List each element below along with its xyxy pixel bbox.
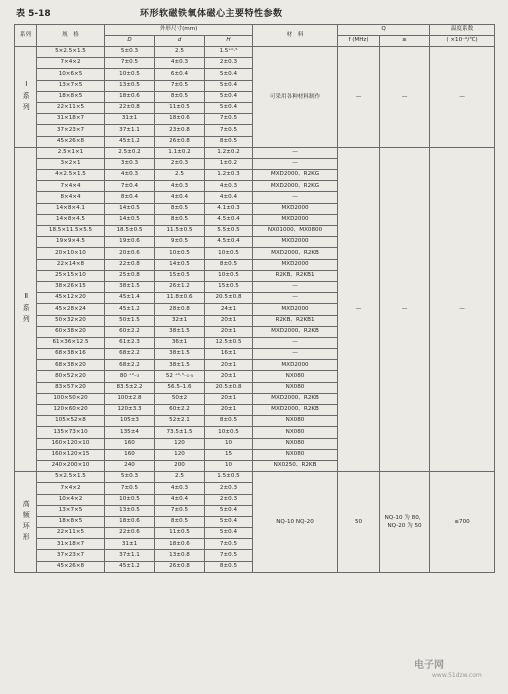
D-cell: 13±0.5 <box>105 505 155 516</box>
d-cell: 28±0.8 <box>155 304 205 315</box>
H-cell: 20.5±0.8 <box>205 382 253 393</box>
d-cell: 52 ⁺⁰·⁵₋₁·₅ <box>155 371 205 382</box>
H-cell: 8±0.5 <box>205 259 253 270</box>
D-cell: 13±0.5 <box>105 80 155 91</box>
H-cell: 2±0.3 <box>205 483 253 494</box>
series-label: Ⅰ系列 <box>15 47 37 148</box>
D-cell: 7±0.5 <box>105 58 155 69</box>
d-cell: 7±0.5 <box>155 80 205 91</box>
D-cell: 19±0.6 <box>105 237 155 248</box>
material-cell: MXD2000 <box>253 360 338 371</box>
spec-cell: 13×7×5 <box>37 505 105 516</box>
material-cell: — <box>253 147 338 158</box>
H-cell: 8±0.5 <box>205 561 253 572</box>
H-cell: 4.5±0.4 <box>205 214 253 225</box>
D-cell: 14±0.5 <box>105 214 155 225</box>
spec-cell: 13×7×5 <box>37 80 105 91</box>
material-cell: — <box>253 337 338 348</box>
spec-cell: 45×28×24 <box>37 304 105 315</box>
H-cell: 10±0.5 <box>205 270 253 281</box>
spec-cell: 240×200×10 <box>37 460 105 471</box>
spec-cell: 7×4×2 <box>37 58 105 69</box>
H-cell: 5.5±0.5 <box>205 226 253 237</box>
material-cell: — <box>253 192 338 203</box>
d-cell: 26±0.8 <box>155 561 205 572</box>
D-cell: 10±0.5 <box>105 69 155 80</box>
d-cell: 8±0.5 <box>155 516 205 527</box>
q-cell: NQ-10 为 80，NQ-20 为 50 <box>380 472 430 573</box>
D-cell: 160 <box>105 438 155 449</box>
spec-cell: 18×8×5 <box>37 516 105 527</box>
d-cell: 8±0.5 <box>155 203 205 214</box>
spec-cell: 5×2.5×1.5 <box>37 472 105 483</box>
col-material: 材 料 <box>253 25 338 47</box>
table-caption <box>0 0 508 22</box>
spec-cell: 25×15×10 <box>37 270 105 281</box>
spec-cell: 68×38×20 <box>37 360 105 371</box>
d-cell: 4±0.3 <box>155 181 205 192</box>
H-cell: 8±0.5 <box>205 416 253 427</box>
d-cell: 4±0.4 <box>155 192 205 203</box>
D-cell: 68±2.2 <box>105 360 155 371</box>
D-cell: 8±0.4 <box>105 192 155 203</box>
H-cell: 10±0.5 <box>205 248 253 259</box>
H-cell: 20.5±0.8 <box>205 293 253 304</box>
H-cell: 5±0.4 <box>205 69 253 80</box>
d-cell: 38±1.5 <box>155 349 205 360</box>
material-cell: NX080 <box>253 382 338 393</box>
q-cell: — <box>380 147 430 471</box>
D-cell: 25±0.8 <box>105 270 155 281</box>
D-cell: 120±3.3 <box>105 405 155 416</box>
spec-cell: 8×4×4 <box>37 192 105 203</box>
spec-cell: 7×4×2 <box>37 483 105 494</box>
D-cell: 14±0.5 <box>105 203 155 214</box>
H-cell: 10 <box>205 460 253 471</box>
table-row <box>15 472 495 483</box>
H-cell: 20±1 <box>205 393 253 404</box>
d-cell: 38±1.5 <box>155 326 205 337</box>
material-cell: — <box>253 293 338 304</box>
spec-cell: 10×4×2 <box>37 494 105 505</box>
d-cell: 32±1 <box>155 315 205 326</box>
d-cell: 26±1.2 <box>155 281 205 292</box>
spec-cell: 37×23×7 <box>37 125 105 136</box>
H-cell: 16±1 <box>205 349 253 360</box>
col-ge: ≥ <box>380 36 430 47</box>
D-cell: 7±0.5 <box>105 483 155 494</box>
material-cell: MXD2000 <box>253 259 338 270</box>
H-cell: 1.2±0.3 <box>205 170 253 181</box>
d-cell: 60±2.2 <box>155 405 205 416</box>
d-cell: 10±0.5 <box>155 248 205 259</box>
spec-cell: 31×18×7 <box>37 114 105 125</box>
spec-table <box>14 24 495 573</box>
d-cell: 11±0.5 <box>155 102 205 113</box>
H-cell: 1.5⁺⁰·⁵ <box>205 47 253 58</box>
D-cell: 5±0.3 <box>105 47 155 58</box>
material-cell: R2KB、R2KB1 <box>253 270 338 281</box>
spec-cell: 37×23×7 <box>37 550 105 561</box>
col-spec: 规 格 <box>37 25 105 47</box>
d-cell: 1.1±0.2 <box>155 147 205 158</box>
D-cell: 45±1.2 <box>105 304 155 315</box>
H-cell: 7±0.5 <box>205 125 253 136</box>
H-cell: 8±0.5 <box>205 136 253 147</box>
D-cell: 18.5±0.5 <box>105 226 155 237</box>
d-cell: 6±0.4 <box>155 69 205 80</box>
watermark-brand: 电子网 <box>414 660 444 671</box>
D-cell: 4±0.3 <box>105 170 155 181</box>
d-cell: 52±2.1 <box>155 416 205 427</box>
d-cell: 120 <box>155 449 205 460</box>
spec-cell: 22×14×8 <box>37 259 105 270</box>
d-cell: 38±1.5 <box>155 360 205 371</box>
spec-cell: 160×120×10 <box>37 438 105 449</box>
spec-cell: 135×73×10 <box>37 427 105 438</box>
d-cell: 15±0.5 <box>155 270 205 281</box>
material-cell: NX080 <box>253 416 338 427</box>
spec-cell: 3×2×1 <box>37 158 105 169</box>
col-dims: 外形尺寸(mm) <box>105 25 253 36</box>
spec-cell: 31×18×7 <box>37 539 105 550</box>
D-cell: 50±1.5 <box>105 315 155 326</box>
freq-cell: — <box>338 47 380 148</box>
D-cell: 60±2.2 <box>105 326 155 337</box>
H-cell: 20±1 <box>205 360 253 371</box>
material-cell: MXD2000 <box>253 237 338 248</box>
spec-cell: 22×11×5 <box>37 102 105 113</box>
col-d: d <box>155 36 205 47</box>
material-cell: MXD2000、R2KB <box>253 248 338 259</box>
spec-cell: 5×2.5×1.5 <box>37 47 105 58</box>
material-cell: NX080 <box>253 427 338 438</box>
material-cell: — <box>253 349 338 360</box>
H-cell: 1.5±0.5 <box>205 472 253 483</box>
material-cell: MXD2000、R2KG <box>253 170 338 181</box>
H-cell: 20±1 <box>205 371 253 382</box>
D-cell: 18±0.6 <box>105 516 155 527</box>
table-row <box>15 147 495 158</box>
material-cell: NX080 <box>253 449 338 460</box>
material-cell: MXD2000 <box>253 304 338 315</box>
spec-cell: 45×12×20 <box>37 293 105 304</box>
H-cell: 24±1 <box>205 304 253 315</box>
temp-cell: — <box>430 47 495 148</box>
watermark-url: www.51dzw.com <box>432 672 482 679</box>
D-cell: 31±1 <box>105 114 155 125</box>
col-D: D <box>105 36 155 47</box>
spec-cell: 22×11×5 <box>37 528 105 539</box>
material-cell: — <box>253 158 338 169</box>
H-cell: 4.5±0.4 <box>205 237 253 248</box>
spec-cell: 120×60×20 <box>37 405 105 416</box>
d-cell: 36±1 <box>155 337 205 348</box>
table-row <box>15 47 495 58</box>
D-cell: 10±0.5 <box>105 494 155 505</box>
D-cell: 31±1 <box>105 539 155 550</box>
material-cell: 可采用各种材料制作 <box>253 47 338 148</box>
D-cell: 37±1.1 <box>105 550 155 561</box>
d-cell: 2±0.3 <box>155 158 205 169</box>
spec-cell: 38×26×15 <box>37 281 105 292</box>
freq-cell: — <box>338 147 380 471</box>
spec-cell: 50×32×20 <box>37 315 105 326</box>
col-temp: 温度系数 <box>430 25 495 36</box>
spec-cell: 18×8×5 <box>37 91 105 102</box>
H-cell: 10±0.5 <box>205 427 253 438</box>
spec-cell: 160×120×15 <box>37 449 105 460</box>
d-cell: 23±0.8 <box>155 125 205 136</box>
d-cell: 18±0.6 <box>155 114 205 125</box>
d-cell: 73.5±1.5 <box>155 427 205 438</box>
d-cell: 14±0.5 <box>155 259 205 270</box>
material-cell: — <box>253 281 338 292</box>
spec-cell: 45×26×8 <box>37 561 105 572</box>
H-cell: 1.2±0.2 <box>205 147 253 158</box>
H-cell: 4.1±0.3 <box>205 203 253 214</box>
col-temp-unit: ( ×10⁻⁶/℃) <box>430 36 495 47</box>
D-cell: 22±0.8 <box>105 259 155 270</box>
d-cell: 56.5–1.6 <box>155 382 205 393</box>
H-cell: 20±1 <box>205 315 253 326</box>
d-cell: 8±0.5 <box>155 214 205 225</box>
D-cell: 240 <box>105 460 155 471</box>
d-cell: 50±2 <box>155 393 205 404</box>
material-cell: NX080 <box>253 438 338 449</box>
d-cell: 4±0.3 <box>155 483 205 494</box>
material-cell: R2KB、R2KB1 <box>253 315 338 326</box>
d-cell: 8±0.5 <box>155 91 205 102</box>
H-cell: 5±0.4 <box>205 516 253 527</box>
series-label: Ⅱ系列 <box>15 147 37 471</box>
material-cell: MXD2000、R2KB <box>253 393 338 404</box>
D-cell: 20±0.6 <box>105 248 155 259</box>
table-body <box>15 47 495 573</box>
H-cell: 15±0.5 <box>205 281 253 292</box>
D-cell: 38±1.5 <box>105 281 155 292</box>
H-cell: 5±0.4 <box>205 505 253 516</box>
D-cell: 105±3 <box>105 416 155 427</box>
spec-cell: 83×57×20 <box>37 382 105 393</box>
d-cell: 9±0.5 <box>155 237 205 248</box>
d-cell: 200 <box>155 460 205 471</box>
material-cell: NX080 <box>253 371 338 382</box>
spec-cell: 19×9×4.5 <box>37 237 105 248</box>
col-H: H <box>205 36 253 47</box>
D-cell: 2.5±0.2 <box>105 147 155 158</box>
material-cell: MXD2000 <box>253 203 338 214</box>
H-cell: 5±0.4 <box>205 102 253 113</box>
d-cell: 2.5 <box>155 472 205 483</box>
material-cell: MXD2000、R2KB <box>253 326 338 337</box>
H-cell: 1±0.2 <box>205 158 253 169</box>
d-cell: 26±0.8 <box>155 136 205 147</box>
D-cell: 68±2.2 <box>105 349 155 360</box>
H-cell: 7±0.5 <box>205 114 253 125</box>
d-cell: 4±0.3 <box>155 58 205 69</box>
spec-cell: 10×6×5 <box>37 69 105 80</box>
D-cell: 135±4 <box>105 427 155 438</box>
d-cell: 120 <box>155 438 205 449</box>
H-cell: 5±0.4 <box>205 80 253 91</box>
H-cell: 10 <box>205 438 253 449</box>
H-cell: 2±0.3 <box>205 494 253 505</box>
D-cell: 18±0.6 <box>105 91 155 102</box>
H-cell: 5±0.4 <box>205 528 253 539</box>
spec-cell: 68×38×16 <box>37 349 105 360</box>
material-cell: NX01000、MX0800 <box>253 226 338 237</box>
d-cell: 2.5 <box>155 170 205 181</box>
D-cell: 83.5±2.2 <box>105 382 155 393</box>
material-cell: MXD2000 <box>253 214 338 225</box>
H-cell: 5±0.4 <box>205 91 253 102</box>
D-cell: 61±2.3 <box>105 337 155 348</box>
table-title: 环形软磁铁氧体磁心主要特性参数 <box>140 9 283 19</box>
H-cell: 4±0.3 <box>205 181 253 192</box>
D-cell: 22±0.6 <box>105 528 155 539</box>
H-cell: 2±0.3 <box>205 58 253 69</box>
H-cell: 7±0.5 <box>205 539 253 550</box>
spec-cell: 4×2.5×1.5 <box>37 170 105 181</box>
spec-cell: 14×8×4.5 <box>37 214 105 225</box>
D-cell: 22±0.8 <box>105 102 155 113</box>
D-cell: 3±0.3 <box>105 158 155 169</box>
temp-cell: — <box>430 147 495 471</box>
H-cell: 12.5±0.5 <box>205 337 253 348</box>
d-cell: 11±0.5 <box>155 528 205 539</box>
series-label: 高频环形 <box>15 472 37 573</box>
D-cell: 45±1.2 <box>105 561 155 572</box>
d-cell: 13±0.8 <box>155 550 205 561</box>
H-cell: 20±1 <box>205 405 253 416</box>
d-cell: 11.8±0.6 <box>155 293 205 304</box>
d-cell: 4±0.4 <box>155 494 205 505</box>
spec-cell: 2.5×1×1 <box>37 147 105 158</box>
D-cell: 80 ⁺²₋₃ <box>105 371 155 382</box>
D-cell: 45±1.4 <box>105 293 155 304</box>
d-cell: 11.5±0.5 <box>155 226 205 237</box>
material-cell: MXD2000、R2KG <box>253 181 338 192</box>
D-cell: 7±0.4 <box>105 181 155 192</box>
d-cell: 7±0.5 <box>155 505 205 516</box>
D-cell: 100±2.8 <box>105 393 155 404</box>
H-cell: 7±0.5 <box>205 550 253 561</box>
col-freq: f (MHz) <box>338 36 380 47</box>
q-cell: — <box>380 47 430 148</box>
H-cell: 15 <box>205 449 253 460</box>
spec-cell: 61×36×12.5 <box>37 337 105 348</box>
d-cell: 2.5 <box>155 47 205 58</box>
material-cell: NX0250、R2KB <box>253 460 338 471</box>
col-q: Q <box>338 25 430 36</box>
spec-cell: 60×38×20 <box>37 326 105 337</box>
H-cell: 20±1 <box>205 326 253 337</box>
D-cell: 45±1.2 <box>105 136 155 147</box>
material-cell: MXD2000、R2KB <box>253 405 338 416</box>
col-series: 系列 <box>15 25 37 47</box>
spec-cell: 7×4×4 <box>37 181 105 192</box>
spec-cell: 18.5×11.5×5.5 <box>37 226 105 237</box>
D-cell: 160 <box>105 449 155 460</box>
spec-cell: 20×10×10 <box>37 248 105 259</box>
spec-cell: 100×50×20 <box>37 393 105 404</box>
temp-cell: ≤700 <box>430 472 495 573</box>
H-cell: 4±0.4 <box>205 192 253 203</box>
spec-cell: 14×8×4.1 <box>37 203 105 214</box>
spec-cell: 105×52×8 <box>37 416 105 427</box>
spec-cell: 45×26×8 <box>37 136 105 147</box>
D-cell: 37±1.1 <box>105 125 155 136</box>
table-number: 表 5-18 <box>16 9 51 19</box>
d-cell: 18±0.6 <box>155 539 205 550</box>
material-cell: NQ-10 NQ-20 <box>253 472 338 573</box>
spec-cell: 80×52×20 <box>37 371 105 382</box>
D-cell: 5±0.3 <box>105 472 155 483</box>
freq-cell: 50 <box>338 472 380 573</box>
